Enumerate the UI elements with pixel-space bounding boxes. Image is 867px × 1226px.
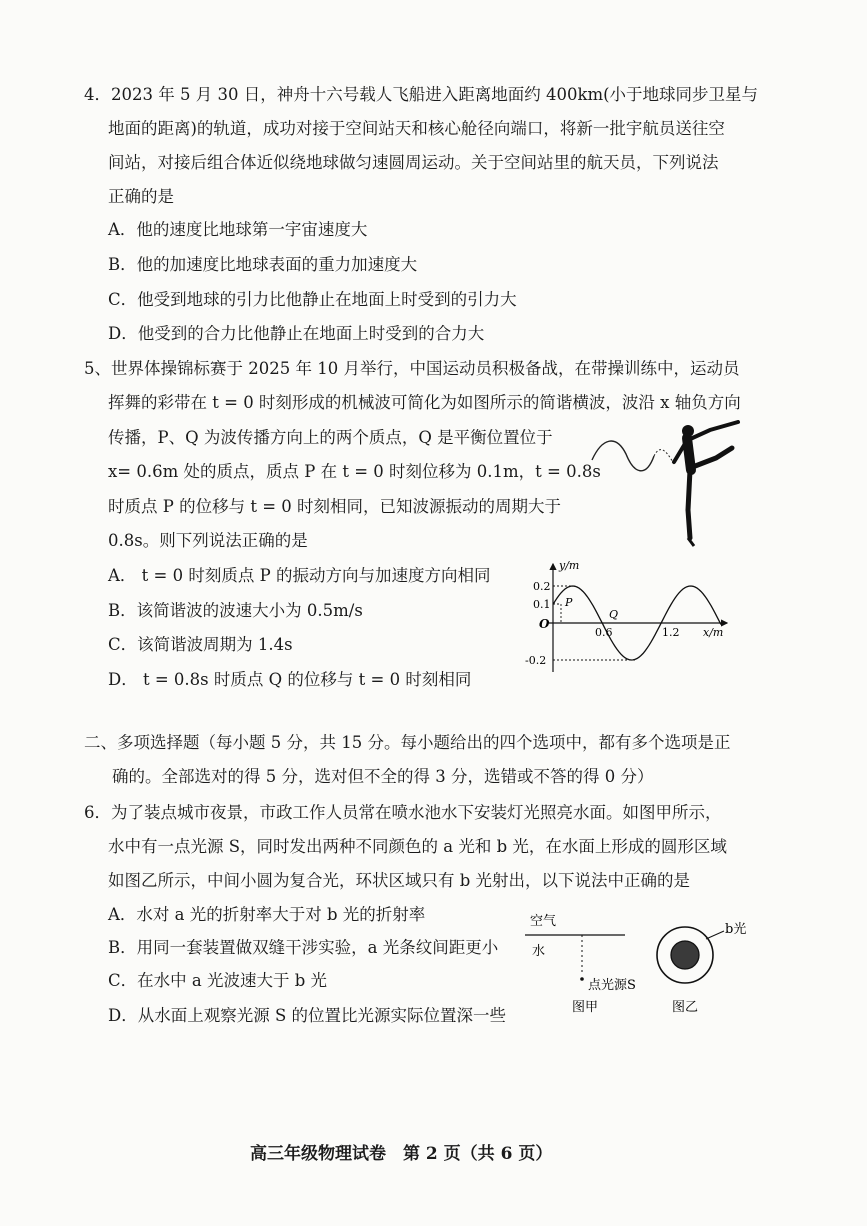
q5-stem-line-1: 5、世界体操锦标赛于 2025 年 10 月举行，中国运动员积极备战，在带操训练中，运动员 xyxy=(84,359,740,378)
page-footer: 高三年级物理试卷 第 2 页（共 6 页） xyxy=(250,1144,553,1164)
q5-option-d: D． t = 0.8s 时质点 Q 的位移与 t = 0 时刻相同 xyxy=(108,670,472,689)
q4-option-b: B．他的加速度比地球表面的重力加速度大 xyxy=(108,255,418,274)
q5-stem-line-6: 0.8s。则下列说法正确的是 xyxy=(108,531,308,550)
tick-y-02: 0.2 xyxy=(533,580,551,593)
gymnast-illustration xyxy=(590,420,750,555)
q6-option-d: D．从水面上观察光源 S 的位置比光源实际位置深一些 xyxy=(108,1006,507,1025)
fig-b-caption: 图乙 xyxy=(672,1000,699,1015)
q5-option-b: B．该简谐波的波速大小为 0.5m/s xyxy=(108,601,363,620)
q6-stem-line-1: 6．为了装点城市夜景，市政工作人员常在喷水池水下安装灯光照亮水面。如图甲所示， xyxy=(84,803,722,822)
q6-option-c: C．在水中 a 光波速大于 b 光 xyxy=(108,971,328,990)
y-axis-label: y/m xyxy=(559,560,580,572)
light-figure xyxy=(520,905,760,1020)
wave-graph xyxy=(525,560,735,676)
q6-stem-line-3: 如图乙所示，中间小圆为复合光，环状区域只有 b 光射出，以下说法中正确的是 xyxy=(108,871,691,890)
q4-stem-line-3: 间站，对接后组合体近似绕地球做匀速圆周运动。关于空间站里的航天员，下列说法 xyxy=(108,153,719,172)
q5-stem-line-2: 挥舞的彩带在 t = 0 时刻形成的机械波可简化为如图所示的简谐横波，波沿 x 轴负方向 xyxy=(108,393,741,412)
q5-option-a: A． t = 0 时刻质点 P 的振动方向与加速度方向相同 xyxy=(108,566,491,585)
x-axis-label: x/m xyxy=(703,626,724,639)
tick-x-06: 0.6 xyxy=(595,626,613,639)
tick-x-12: 1.2 xyxy=(662,626,680,639)
b-light-label: b光 xyxy=(725,922,747,937)
point-source-dot xyxy=(580,977,584,981)
section2-line-1: 二、多项选择题（每小题 5 分，共 15 分。每小题给出的四个选项中，都有多个选项是正 xyxy=(84,733,731,752)
q6-option-b: B．用同一套装置做双缝干涉实验，a 光条纹间距更小 xyxy=(108,938,499,957)
q6-option-a: A．水对 a 光的折射率大于对 b 光的折射率 xyxy=(108,905,426,924)
compound-light-circle xyxy=(671,941,699,969)
q4-stem-line-1: 4．2023 年 5 月 30 日，神舟十六号载人飞船进入距离地面约 400km(小于地球同步卫星与 xyxy=(84,85,759,104)
point-p-label: P xyxy=(565,596,573,609)
q5-option-c: C．该简谐波周期为 1.4s xyxy=(108,635,293,654)
q4-stem-line-2: 地面的距离)的轨道，成功对接于空间站天和核心舱径向端口，将新一批宇航员送往空 xyxy=(108,119,725,138)
section2-line-2: 确的。全部选对的得 5 分，选对但不全的得 3 分，选错或不答的得 0 分） xyxy=(112,767,654,786)
fig-a-caption: 图甲 xyxy=(572,1000,599,1015)
q4-option-d: D．他受到的合力比他静止在地面上时受到的合力大 xyxy=(108,324,485,343)
q4-option-a: A．他的速度比地球第一宇宙速度大 xyxy=(108,220,368,239)
q5-stem-line-5: 时质点 P 的位移与 t = 0 时刻相同，已知波源振动的周期大于 xyxy=(108,497,562,516)
source-label: 点光源S xyxy=(588,978,636,993)
tick-y-neg02: -0.2 xyxy=(525,654,547,667)
water-label: 水 xyxy=(532,944,546,959)
q5-stem-line-4: x= 0.6m 处的质点，质点 P 在 t = 0 时刻位移为 0.1m，t = 0.8s xyxy=(108,462,601,481)
tick-y-01: 0.1 xyxy=(533,598,551,611)
q4-option-c: C．他受到地球的引力比他静止在地面上时受到的引力大 xyxy=(108,290,517,309)
origin-label: O xyxy=(539,617,550,631)
q4-stem-line-4: 正确的是 xyxy=(108,187,174,206)
q6-stem-line-2: 水中有一点光源 S，同时发出两种不同颜色的 a 光和 b 光，在水面上形成的圆形区域 xyxy=(108,837,727,856)
q5-stem-line-3: 传播，P、Q 为波传播方向上的两个质点，Q 是平衡位置位于 xyxy=(108,428,553,447)
point-q-label: Q xyxy=(609,608,619,621)
air-label: 空气 xyxy=(530,914,557,929)
